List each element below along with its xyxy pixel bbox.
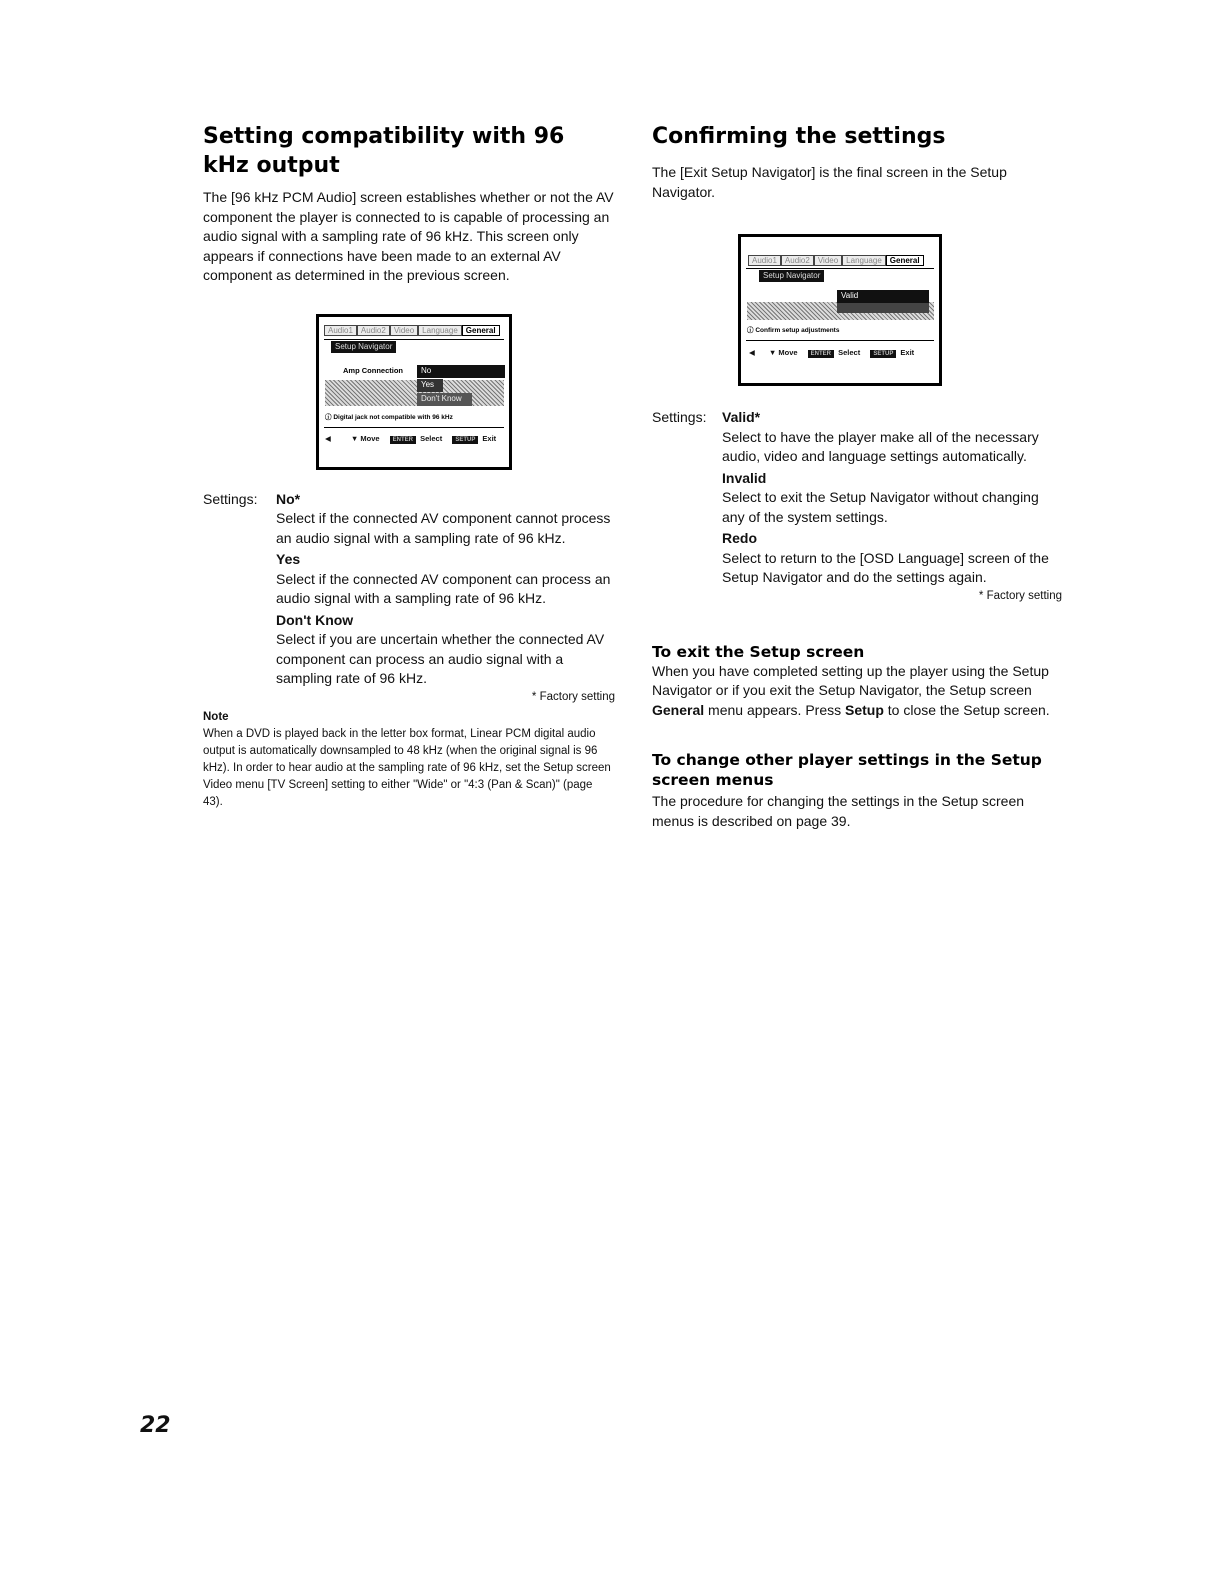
setup-key-icon: SETUP bbox=[870, 350, 896, 358]
tab-video: Video bbox=[390, 325, 418, 336]
enter-key-icon: ENTER bbox=[808, 350, 834, 358]
tab-general: General bbox=[886, 255, 924, 266]
factory-setting-note: * Factory setting bbox=[531, 690, 615, 703]
intro-confirming: The [Exit Setup Navigator] is the final screen in the Setup Navigator. bbox=[652, 164, 1007, 200]
screen-tabs bbox=[324, 325, 500, 336]
tab-general: General bbox=[462, 325, 500, 336]
section-title-confirming: Confirming the settings bbox=[652, 124, 946, 149]
left-arrow-icon: ◀ bbox=[325, 433, 331, 443]
option-valid: Valid bbox=[837, 290, 929, 303]
setting-name: Yes bbox=[276, 551, 301, 567]
settings-96khz bbox=[203, 490, 615, 703]
exit-setup-text: When you have completed setting up the player using the Setup Navigator or if you exit the Setup Navigator, the Setup screen General menu appears. Press Setup to close the Setup screen. bbox=[652, 662, 1050, 718]
note-text: When a DVD is played back in the letter box format, Linear PCM digital audio output is automatically downsampled to 48 kHz (when the original signal is 96 kHz). In order to hear audio at the sampling rate of 96 kHz, set the Setup screen Video menu [TV Screen] setting to either "Wide" or "4:3 (Pan & Scan)" (page 43). bbox=[203, 727, 611, 808]
setting-desc: Select to return to the [OSD Language] screen of the Setup Navigator and do the settings again. bbox=[722, 549, 1049, 585]
screen-rule bbox=[746, 268, 934, 269]
screen-rule-bottom bbox=[746, 340, 934, 341]
section-title-96khz: Setting compatibility with 96 kHz output bbox=[203, 124, 565, 178]
tab-language: Language bbox=[418, 325, 462, 336]
screen-exit-navigator bbox=[738, 234, 942, 386]
down-arrow-icon: ▼ bbox=[768, 348, 777, 357]
option-invalid-hatch bbox=[837, 303, 929, 313]
setup-navigator-label: Setup Navigator bbox=[331, 341, 396, 353]
option-dont-know: Don't Know bbox=[417, 393, 472, 406]
setting-name: Valid* bbox=[722, 409, 761, 425]
screen-tabs bbox=[748, 255, 924, 266]
setting-desc: Select to exit the Setup Navigator without changing any of the system settings. bbox=[722, 489, 1039, 525]
tab-audio2: Audio2 bbox=[781, 255, 814, 266]
setup-navigator-label: Setup Navigator bbox=[759, 270, 824, 282]
tab-language: Language bbox=[842, 255, 886, 266]
setup-key-icon: SETUP bbox=[452, 436, 478, 444]
right-column bbox=[652, 122, 1062, 831]
screen-footer: ◀ ▼ Move ENTER Select SETUP Exit bbox=[325, 433, 497, 443]
tab-audio1: Audio1 bbox=[324, 325, 357, 336]
exit-setup-title: To exit the Setup screen bbox=[652, 642, 865, 661]
left-column bbox=[203, 122, 615, 811]
setting-desc: Select if the connected AV component can process an audio signal with a sampling rate of 96 kHz. bbox=[276, 570, 611, 606]
factory-setting-note: * Factory setting bbox=[978, 589, 1062, 602]
setting-name: Invalid bbox=[722, 469, 767, 486]
setting-name: No* bbox=[276, 490, 301, 507]
left-arrow-icon: ◀ bbox=[749, 348, 755, 357]
option-yes: Yes bbox=[417, 379, 443, 392]
screen-rule-bottom bbox=[324, 427, 504, 428]
change-settings-title: To change other player settings in the Setup screen menus bbox=[652, 751, 1042, 789]
intro-96khz: The [96 kHz PCM Audio] screen establishes whether or not the AV component the player is connected to is capable of processing an audio signal with a sampling rate of 96 kHz. This screen only appears if connections have been made to an external AV component as determined in the previous screen. bbox=[203, 189, 614, 283]
setting-desc: Select if the connected AV component cannot process an audio signal with a sampling rate of 96 kHz. bbox=[276, 510, 611, 546]
change-settings-text: The procedure for changing the settings in the Setup screen menus is described on page 39. bbox=[652, 793, 1025, 829]
down-arrow-icon: ▼ bbox=[350, 433, 359, 443]
info-text: ⓘ Digital jack not compatible with 96 kHz bbox=[325, 413, 453, 421]
note-title: Note bbox=[203, 710, 229, 723]
amp-connection-label: Amp Connection bbox=[343, 365, 403, 375]
settings-confirming bbox=[652, 408, 1062, 602]
tab-audio2: Audio2 bbox=[357, 325, 390, 336]
enter-key-icon: ENTER bbox=[390, 436, 416, 444]
info-icon: ⓘ bbox=[747, 327, 754, 334]
settings-lead: Settings: bbox=[652, 409, 707, 425]
screen-footer: ◀ ▼ Move ENTER Select SETUP Exit bbox=[749, 348, 915, 357]
page-number: 22 bbox=[140, 1413, 171, 1438]
screen-rule bbox=[324, 339, 504, 340]
setting-desc: Select to have the player make all of the necessary audio, video and language settings automatically. bbox=[722, 428, 1039, 464]
setting-desc: Select if you are uncertain whether the connected AV component can process an audio signal with a sampling rate of 96 kHz. bbox=[276, 631, 605, 686]
setting-name: Don't Know bbox=[276, 611, 354, 628]
hatched-96khz-row bbox=[325, 380, 504, 406]
tab-audio1: Audio1 bbox=[748, 255, 781, 266]
tab-video: Video bbox=[814, 255, 842, 266]
screen-96khz bbox=[316, 314, 512, 470]
setting-name: Redo bbox=[722, 530, 757, 546]
info-icon: ⓘ bbox=[325, 413, 332, 421]
option-no: No bbox=[417, 365, 505, 378]
info-text: ⓘ Confirm setup adjustments bbox=[747, 327, 840, 334]
settings-lead: Settings: bbox=[203, 490, 258, 507]
